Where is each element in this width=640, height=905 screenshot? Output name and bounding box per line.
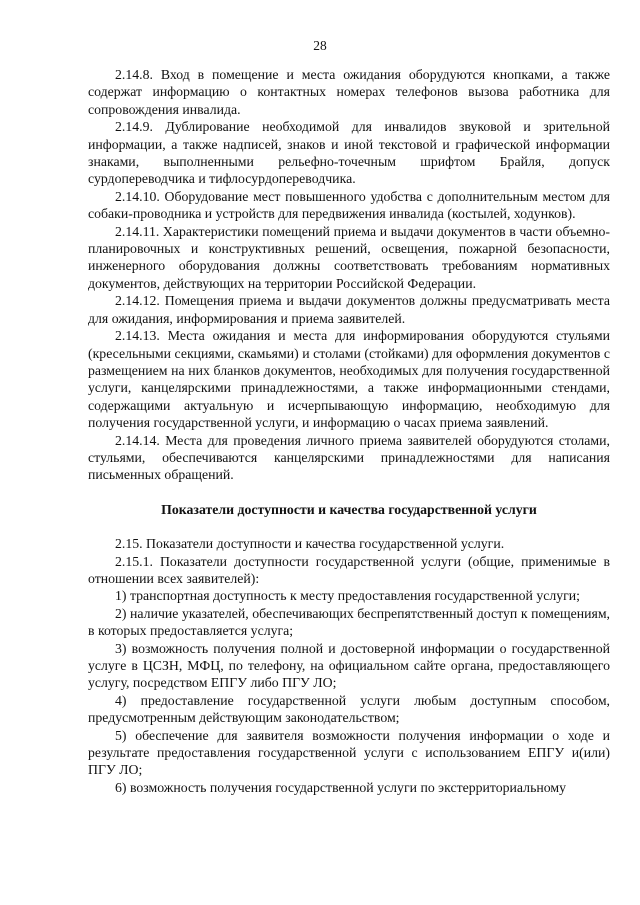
list-item-4: 4) предоставление государственной услуги любым доступным способом, предусмотренным действующим законодательством;: [88, 692, 610, 726]
paragraph-2-14-9: 2.14.9. Дублирование необходимой для инвалидов звуковой и зрительной информации, а также надписей, знаков и иной текстовой и графической информации знаками, выполненными рельефно-точечным шрифтом Брайля, допуск сурдопереводчика и тифлосурдопереводчика.: [88, 119, 610, 187]
document-body: [88, 66, 610, 796]
paragraph-2-14-14: 2.14.14. Места для проведения личного приема заявителей оборудуются столами, стульями, обеспечиваются канцелярскими принадлежностями для написания письменных обращений.: [88, 432, 610, 483]
page-number: 28: [313, 38, 327, 53]
paragraph-2-14-12: 2.14.12. Помещения приема и выдачи документов должны предусматривать места для ожидания, информирования и приема заявителей.: [88, 293, 610, 326]
list-item-1: 1) транспортная доступность к месту предоставления государственной услуги;: [115, 588, 580, 604]
paragraph-2-14-8: 2.14.8. Вход в помещение и места ожидания оборудуются кнопками, а также содержат информацию о контактных номерах телефонов вызова работника для сопровождения инвалида.: [88, 67, 610, 117]
list-item-5: 5) обеспечение для заявителя возможности получения информации о ходе и результате предоставления государственной услуги с использованием ЕПГУ и(или) ПГУ ЛО;: [88, 727, 610, 778]
section-heading: Показатели доступности и качества государственной услуги: [161, 501, 537, 517]
paragraph-2-14-13: 2.14.13. Места ожидания и места для информирования оборудуются стульями (кресельными секциями, скамьями) и столами (стойками) для оформления документов с размещением на них бланков документов, необходимых для получения государственной услуги, канцелярскими принадлежностями, а также информационными стендами, содержащими актуальную и исчерпывающую информацию, необходимую для получения государственной услуги, и информацию о часах приема заявлений.: [88, 328, 610, 431]
list-item-6: 6) возможность получения государственной услуги по экстерриториальному: [115, 779, 567, 795]
paragraph-2-14-10: 2.14.10. Оборудование мест повышенного удобства с дополнительным местом для собаки-проводника и устройств для передвижения инвалида (костылей, ходунков).: [88, 188, 610, 222]
paragraph-2-14-11: 2.14.11. Характеристики помещений приема и выдачи документов в части объемно-планировочных и конструктивных решений, освещения, пожарной безопасности, инженерного оборудования должны соответствовать требованиям нормативных документов, действующих на территории Российской Федерации.: [88, 223, 610, 291]
paragraph-2-15: 2.15. Показатели доступности и качества государственной услуги.: [115, 536, 505, 552]
paragraph-2-15-1: 2.15.1. Показатели доступности государственной услуги (общие, применимые в отношении всех заявителей):: [88, 553, 610, 586]
list-item-3: 3) возможность получения полной и достоверной информации о государственной услуге в ЦСЗН, МФЦ, по телефону, на официальном сайте органа, предоставляющего услугу, посредством ЕПГУ либо ПГУ ЛО;: [88, 640, 610, 691]
list-item-2: 2) наличие указателей, обеспечивающих беспрепятственный доступ к помещениям, в которых предоставляется услуга;: [88, 605, 610, 639]
